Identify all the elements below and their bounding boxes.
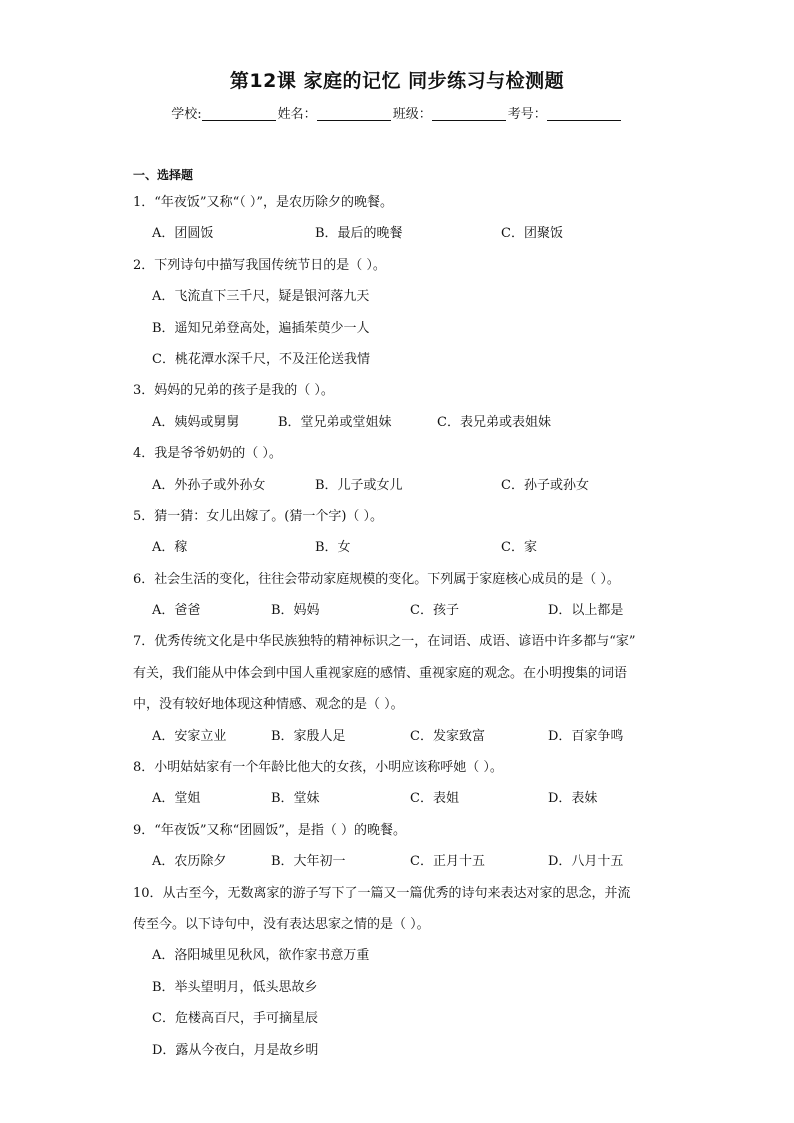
answer-option[interactable]: A．稼 [152, 540, 188, 556]
student-info-line [0, 103, 794, 122]
question-item [133, 626, 673, 752]
answer-option[interactable]: C．桃花潭水深千尺，不及汪伦送我情 [152, 351, 370, 367]
question-item [133, 878, 673, 1066]
answer-option[interactable]: A．姨妈或舅舅 [152, 414, 240, 430]
question-stem: 6．社会生活的变化，往往会带动家庭规模的变化。下列属于家庭核心成员的是（ ）。 [133, 571, 620, 587]
question-stem: 4．我是爷爷奶奶的（ ）。 [133, 446, 282, 462]
school-blank[interactable] [202, 106, 276, 121]
page-title: 第12课 家庭的记忆 同步练习与检测题 [229, 70, 565, 92]
question-item [133, 564, 673, 627]
answer-option[interactable]: D．百家争鸣 [548, 728, 624, 744]
option-row [133, 846, 673, 877]
section-heading: 一、选择题 [133, 168, 194, 182]
answer-option[interactable]: C．发家致富 [410, 728, 485, 744]
answer-option[interactable]: A．爸爸 [152, 603, 201, 619]
question-stem: 传至今。以下诗句中，没有表达思家之情的是（ ）。 [133, 916, 430, 932]
answer-option[interactable]: B．女 [315, 540, 351, 556]
answer-option[interactable]: A．安家立业 [152, 728, 227, 744]
answer-option[interactable]: A．农历除夕 [152, 854, 227, 870]
question-stem: 有关，我们能从中体会到中国人重视家庭的感情、重视家庭的观念。在小明搜集的词语 [133, 665, 628, 681]
question-stem: 5．猜一猜：女儿出嫁了。(猜一个字)（ ）。 [133, 508, 384, 524]
question-item [133, 187, 673, 250]
answer-option[interactable]: A．洛阳城里见秋风，欲作家书意万重 [152, 948, 370, 964]
question-item [133, 375, 673, 438]
option-row [133, 407, 673, 438]
name-label: 姓名： [277, 107, 317, 122]
answer-option[interactable]: D．表妹 [548, 791, 598, 807]
answer-option[interactable]: D．以上都是 [548, 603, 624, 619]
answer-option[interactable]: C．家 [501, 540, 537, 556]
answer-option[interactable]: A．外孙子或外孙女 [152, 477, 266, 493]
option-row [133, 470, 673, 501]
answer-option[interactable]: C．孙子或孙女 [501, 477, 589, 493]
option-row [133, 532, 673, 563]
answer-option[interactable]: B．最后的晚餐 [315, 226, 403, 242]
option-row [133, 595, 673, 626]
answer-option[interactable]: B．堂妹 [271, 791, 320, 807]
question-stem: 10．从古至今，无数离家的游子写下了一篇又一篇优秀的诗句来表达对家的思念，并流 [133, 885, 631, 901]
answer-option[interactable]: A．团圆饭 [152, 226, 214, 242]
question-stem: 8．小明姑姑家有一个年龄比他大的女孩，小明应该称呼她（ ）。 [133, 760, 503, 776]
answer-option[interactable]: D．八月十五 [548, 854, 624, 870]
answer-option[interactable]: B．举头望明月，低头思故乡 [152, 979, 318, 995]
answer-option[interactable]: B．大年初一 [271, 854, 346, 870]
answer-option[interactable]: C．表兄弟或表姐妹 [437, 414, 551, 430]
answer-option[interactable]: D．露从今夜白，月是故乡明 [152, 1042, 319, 1058]
name-blank[interactable] [317, 106, 391, 121]
answer-option[interactable]: C．表姐 [410, 791, 459, 807]
question-stem: 2．下列诗句中描写我国传统节日的是（ ）。 [133, 257, 386, 273]
option-row [133, 783, 673, 814]
answer-option[interactable]: C．危楼高百尺，手可摘星辰 [152, 1011, 318, 1027]
question-item [133, 250, 673, 376]
answer-option[interactable]: A．堂姐 [152, 791, 201, 807]
answer-option[interactable]: A．飞流直下三千尺，疑是银河落九天 [152, 289, 370, 305]
question-item [133, 501, 673, 564]
answer-option[interactable]: B．儿子或女儿 [315, 477, 403, 493]
question-stem: 9．“年夜饭”又称“团圆饭”，是指（ ）的晚餐。 [133, 822, 406, 838]
question-stem: 中，没有较好地体现这种情感、观念的是（ ）。 [133, 697, 404, 713]
question-item [133, 752, 673, 815]
question-stem: 7．优秀传统文化是中华民族独特的精神标识之一，在词语、成语、谚语中许多都与“家” [133, 634, 636, 650]
option-row [133, 721, 673, 752]
exam-number-label: 考号： [507, 107, 547, 122]
exam-number-blank[interactable] [547, 106, 621, 121]
answer-option[interactable]: B．妈妈 [271, 603, 320, 619]
class-label: 班级： [392, 107, 432, 122]
answer-option[interactable]: C．正月十五 [410, 854, 485, 870]
answer-option[interactable]: C．团聚饭 [501, 226, 563, 242]
option-row [133, 218, 673, 249]
answer-option[interactable]: B．遥知兄弟登高处，遍插茱萸少一人 [152, 320, 370, 336]
answer-option[interactable]: C．孩子 [410, 603, 459, 619]
answer-option[interactable]: B．堂兄弟或堂姐妹 [278, 414, 392, 430]
question-item [133, 438, 673, 501]
question-list [133, 187, 673, 1066]
answer-option[interactable]: B．家殷人足 [271, 728, 346, 744]
question-stem: 1．“年夜饭”又称“（ ）”，是农历除夕的晚餐。 [133, 195, 393, 210]
question-stem: 3．妈妈的兄弟的孩子是我的（ ）。 [133, 383, 334, 399]
school-label: 学校: [171, 107, 202, 122]
class-blank[interactable] [432, 106, 506, 121]
question-item [133, 815, 673, 878]
